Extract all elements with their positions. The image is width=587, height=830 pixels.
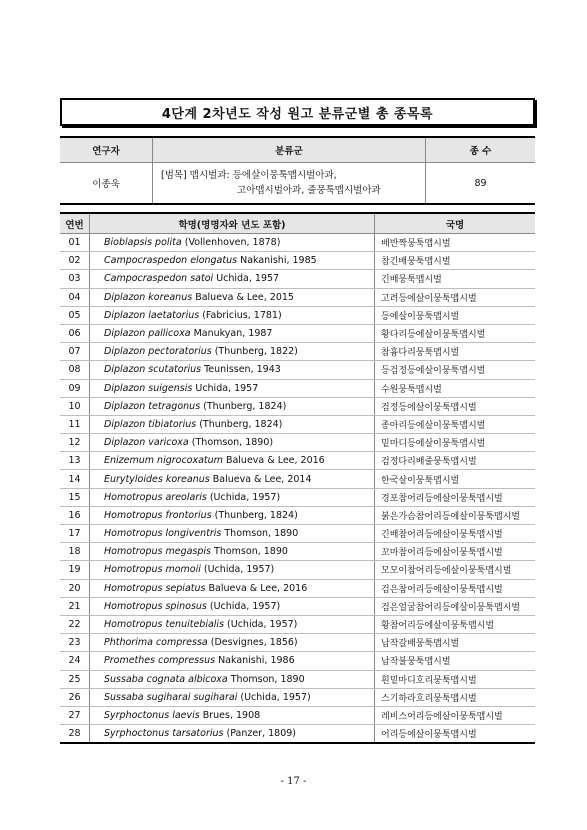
genus-species: Diplazon suigensis xyxy=(104,382,193,394)
author-year: Manukyan, 1987 xyxy=(190,328,273,340)
korean-name: 꼬마참어리등에살이뭉툭맵시벌 xyxy=(375,543,536,561)
header-korean-name: 국명 xyxy=(375,213,536,234)
species-row xyxy=(60,561,535,579)
species-row xyxy=(60,525,535,543)
genus-species: Campocraspedon elongatus xyxy=(104,255,238,267)
genus-species: Sussaba cognata albicoxa xyxy=(104,673,228,685)
scientific-name xyxy=(90,434,375,452)
korean-name: 고려등에살이뭉툭맵시벌 xyxy=(375,288,536,306)
korean-name: 긴배참어리등에살이뭉툭맵시벌 xyxy=(375,525,536,543)
genus-species: Diplazon varicoxa xyxy=(104,437,189,449)
genus-species: Diplazon scutatorius xyxy=(104,364,202,376)
author-year: Balueva & Lee, 2015 xyxy=(192,291,294,303)
genus-species: Enizemum nigrocoxatum xyxy=(104,455,223,467)
species-count: 89 xyxy=(426,163,536,205)
author-year: (Uchida, 1957) xyxy=(206,600,281,612)
serial-number: 12 xyxy=(60,434,90,452)
scientific-name xyxy=(90,234,375,252)
species-row xyxy=(60,706,535,724)
species-row xyxy=(60,415,535,433)
scientific-name xyxy=(90,634,375,652)
serial-number: 28 xyxy=(60,725,90,744)
serial-number: 16 xyxy=(60,506,90,524)
korean-name: 참긴배뭉툭맵시벌 xyxy=(375,252,536,270)
author-year: Brues, 1908 xyxy=(199,709,261,721)
species-row xyxy=(60,543,535,561)
author-year: (Thunberg, 1824) xyxy=(200,400,287,412)
scientific-name xyxy=(90,670,375,688)
author-year: Uchida, 1957 xyxy=(213,273,280,285)
korean-name: 등에살이뭉툭맵시벌 xyxy=(375,306,536,324)
scientific-name xyxy=(90,452,375,470)
species-row xyxy=(60,397,535,415)
author-year: Balueva & Lee, 2016 xyxy=(222,455,325,467)
serial-number: 17 xyxy=(60,525,90,543)
korean-name: 레비스어리등에살이뭉툭맵시벌 xyxy=(375,706,536,724)
scientific-name xyxy=(90,343,375,361)
genus-species: Bioblapsis polita xyxy=(104,237,182,249)
species-row xyxy=(60,506,535,524)
author-year: (Thunberg, 1824) xyxy=(196,418,283,430)
species-list-body xyxy=(60,234,535,744)
korean-name: 모모이참어리등에살이뭉툭맵시벌 xyxy=(375,561,536,579)
genus-species: Campocraspedon satoi xyxy=(104,273,214,285)
genus-species: Diplazon tetragonus xyxy=(104,400,201,412)
species-list-table xyxy=(60,212,535,744)
author-year: (Uchida, 1957) xyxy=(237,691,311,703)
species-row xyxy=(60,615,535,633)
serial-number: 19 xyxy=(60,561,90,579)
author-year: (Uchida, 1957) xyxy=(200,564,275,576)
header-scientific-name: 학명(명명자와 년도 포함) xyxy=(90,213,375,234)
author-year: Balueva & Lee, 2014 xyxy=(209,473,312,485)
page-number: - 17 - xyxy=(280,776,307,787)
scientific-name xyxy=(90,652,375,670)
genus-species: Homotropus megaspis xyxy=(104,546,212,558)
species-row xyxy=(60,579,535,597)
species-row xyxy=(60,597,535,615)
korean-name: 흰밑마디호리뭉툭맵시벌 xyxy=(375,670,536,688)
korean-name: 검은얼굴참어리등에살이뭉툭맵시벌 xyxy=(375,597,536,615)
korean-name: 종아리등에살이뭉툭맵시벌 xyxy=(375,415,536,433)
genus-species: Phthorima compressa xyxy=(104,637,208,649)
species-row xyxy=(60,688,535,706)
serial-number: 25 xyxy=(60,670,90,688)
korean-name: 어리등에살이뭉툭맵시벌 xyxy=(375,725,536,744)
author-year: Teunissen, 1943 xyxy=(201,364,281,376)
species-row xyxy=(60,288,535,306)
scientific-name xyxy=(90,706,375,724)
serial-number: 04 xyxy=(60,288,90,306)
author-year: (Fabricius, 1781) xyxy=(199,309,282,321)
serial-number: 20 xyxy=(60,579,90,597)
korean-name: 등검정등에살이뭉툭맵시벌 xyxy=(375,361,536,379)
scientific-name xyxy=(90,506,375,524)
korean-name: 긴배뭉툭맵시벌 xyxy=(375,270,536,288)
document-title: 4단계 2차년도 작성 원고 분류군별 총 종목록 xyxy=(60,98,535,126)
author-year: Nakanishi, 1986 xyxy=(215,655,295,667)
taxon-description xyxy=(153,163,426,205)
species-row xyxy=(60,470,535,488)
species-row xyxy=(60,434,535,452)
serial-number: 05 xyxy=(60,306,90,324)
species-header-row xyxy=(60,213,535,234)
korean-name: 참흉다리뭉툭맵시벌 xyxy=(375,343,536,361)
genus-species: Homotropus tenuitebialis xyxy=(104,619,225,631)
author-year: (Desvignes, 1856) xyxy=(207,637,298,649)
header-species-count: 종 수 xyxy=(426,137,536,163)
genus-species: Diplazon koreanus xyxy=(104,291,193,303)
species-row xyxy=(60,324,535,342)
author-year: (Vollenhoven, 1878) xyxy=(181,237,281,249)
serial-number: 06 xyxy=(60,324,90,342)
author-year: (Thomson, 1890) xyxy=(188,437,274,449)
author-year: Thomson, 1890 xyxy=(211,546,288,558)
genus-species: Homotropus frontorius xyxy=(104,509,212,521)
scientific-name xyxy=(90,288,375,306)
author-year: (Uchida, 1957) xyxy=(206,491,281,503)
korean-name: 붉은가슴참어리등에살이뭉툭맵시벌 xyxy=(375,506,536,524)
genus-species: Promethes compressus xyxy=(104,655,216,667)
genus-species: Diplazon laetatorius xyxy=(104,309,200,321)
korean-name: 경포참어리등에살이뭉툭맵시벌 xyxy=(375,488,536,506)
scientific-name xyxy=(90,597,375,615)
header-taxon: 분류군 xyxy=(153,137,426,163)
scientific-name xyxy=(90,252,375,270)
species-row xyxy=(60,670,535,688)
genus-species: Diplazon pectoratorius xyxy=(104,346,212,358)
author-year: Balueva & Lee, 2016 xyxy=(205,582,308,594)
scientific-name xyxy=(90,324,375,342)
author-year: Thomson, 1890 xyxy=(221,528,299,540)
serial-number: 26 xyxy=(60,688,90,706)
researcher-name: 이종욱 xyxy=(60,163,153,205)
author-year: Thomson, 1890 xyxy=(227,673,305,685)
korean-name: 납작갈배뭉툭맵시벌 xyxy=(375,634,536,652)
header-serial-number: 연번 xyxy=(60,213,90,234)
species-row xyxy=(60,234,535,252)
scientific-name xyxy=(90,525,375,543)
taxon-line-1: [범목] 맵시벌과: 등에살이뭉툭맵시벌아과, xyxy=(161,170,337,181)
genus-species: Homotropus spinosus xyxy=(104,600,207,612)
scientific-name xyxy=(90,397,375,415)
scientific-name xyxy=(90,361,375,379)
header-researcher: 연구자 xyxy=(60,137,153,163)
korean-name: 황참어리등에살이뭉툭맵시벌 xyxy=(375,615,536,633)
korean-name: 황다리등에살이뭉툭맵시벌 xyxy=(375,324,536,342)
species-row xyxy=(60,452,535,470)
species-row xyxy=(60,306,535,324)
scientific-name xyxy=(90,688,375,706)
serial-number: 27 xyxy=(60,706,90,724)
genus-species: Eurytyloides koreanus xyxy=(104,473,210,485)
species-row xyxy=(60,252,535,270)
author-year: (Thunberg, 1824) xyxy=(211,509,298,521)
genus-species: Syrphoctonus laevis xyxy=(104,709,200,721)
serial-number: 01 xyxy=(60,234,90,252)
serial-number: 24 xyxy=(60,652,90,670)
genus-species: Diplazon tibiatorius xyxy=(104,418,197,430)
species-row xyxy=(60,488,535,506)
serial-number: 18 xyxy=(60,543,90,561)
korean-name: 밑마디등에살이뭉툭맵시벌 xyxy=(375,434,536,452)
author-year: (Uchida, 1957) xyxy=(224,619,298,631)
species-row xyxy=(60,652,535,670)
serial-number: 09 xyxy=(60,379,90,397)
genus-species: Homotropus areolaris xyxy=(104,491,207,503)
serial-number: 15 xyxy=(60,488,90,506)
korean-name: 검정등에살이뭉툭맵시벌 xyxy=(375,397,536,415)
serial-number: 08 xyxy=(60,361,90,379)
korean-name: 검은참어리등에살이뭉툭맵시벌 xyxy=(375,579,536,597)
serial-number: 07 xyxy=(60,343,90,361)
scientific-name xyxy=(90,306,375,324)
serial-number: 22 xyxy=(60,615,90,633)
taxon-line-2: 고아맵시벌아과, 줄뭉툭맵시벌아과 xyxy=(237,185,381,196)
species-row xyxy=(60,634,535,652)
author-year: (Panzer, 1809) xyxy=(223,728,297,740)
serial-number: 21 xyxy=(60,597,90,615)
species-row xyxy=(60,343,535,361)
scientific-name xyxy=(90,561,375,579)
scientific-name xyxy=(90,488,375,506)
serial-number: 03 xyxy=(60,270,90,288)
species-row xyxy=(60,270,535,288)
summary-row xyxy=(60,163,535,205)
author-year: Uchida, 1957 xyxy=(192,382,259,394)
korean-name: 배반짝뭉툭맵시벌 xyxy=(375,234,536,252)
genus-species: Diplazon pallicoxa xyxy=(104,328,191,340)
serial-number: 10 xyxy=(60,397,90,415)
korean-name: 검정다리배줄뭉툭맵시벌 xyxy=(375,452,536,470)
genus-species: Homotropus longiventris xyxy=(104,528,222,540)
scientific-name xyxy=(90,725,375,744)
korean-name: 스기하라호리뭉툭맵시벌 xyxy=(375,688,536,706)
korean-name: 납작불뭉툭맵시벌 xyxy=(375,652,536,670)
scientific-name xyxy=(90,543,375,561)
serial-number: 02 xyxy=(60,252,90,270)
serial-number: 11 xyxy=(60,415,90,433)
korean-name: 수원뭉툭맵시벌 xyxy=(375,379,536,397)
scientific-name xyxy=(90,270,375,288)
summary-header-row xyxy=(60,137,535,163)
author-year: Nakanishi, 1985 xyxy=(237,255,317,267)
korean-name: 한국살이뭉툭맵시벌 xyxy=(375,470,536,488)
species-row xyxy=(60,725,535,744)
genus-species: Sussaba sugiharai sugiharai xyxy=(104,691,238,703)
scientific-name xyxy=(90,379,375,397)
genus-species: Homotropus sepiatus xyxy=(104,582,206,594)
scientific-name xyxy=(90,415,375,433)
serial-number: 23 xyxy=(60,634,90,652)
serial-number: 14 xyxy=(60,470,90,488)
scientific-name xyxy=(90,615,375,633)
author-year: (Thunberg, 1822) xyxy=(211,346,298,358)
genus-species: Homotropus momoii xyxy=(104,564,201,576)
serial-number: 13 xyxy=(60,452,90,470)
scientific-name xyxy=(90,579,375,597)
genus-species: Syrphoctonus tarsatorius xyxy=(104,728,224,740)
species-row xyxy=(60,361,535,379)
species-row xyxy=(60,379,535,397)
scientific-name xyxy=(90,470,375,488)
summary-table xyxy=(60,136,535,205)
